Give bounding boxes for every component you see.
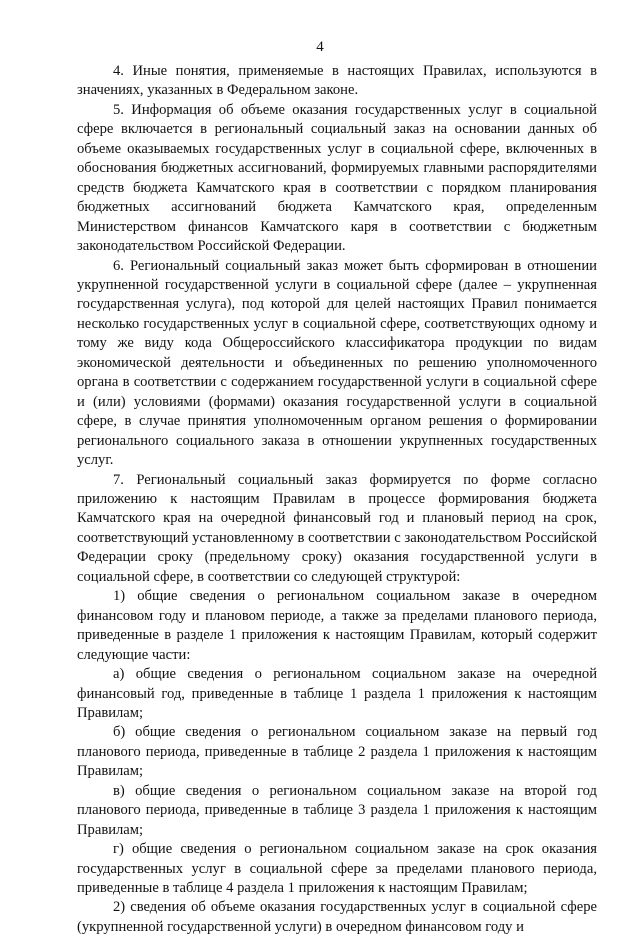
list-item-1g: г) общие сведения о региональном социальном заказе на срок оказания государственных услуг в социальной сфере за пределами планового периода, приведенные в таблице 4 раздела 1 приложения к настоящим Правилам; [77, 841, 597, 897]
document-body [77, 62, 597, 937]
list-item-1b: б) общие сведения о региональном социальном заказе на первый год планового периода, приведенные в таблице 2 раздела 1 приложения к настоящим Правилам; [77, 724, 597, 780]
list-item-1v: в) общие сведения о региональном социальном заказе на второй год планового периода, приведенные в таблице 3 раздела 1 приложения к настоящим Правилам; [77, 782, 597, 838]
list-item-2: 2) сведения об объеме оказания государственных услуг в социальной сфере (укрупненной государственной услуги) в очередном финансовом году и [77, 899, 597, 935]
list-item-1a: а) общие сведения о региональном социальном заказе на очередной финансовый год, приведенные в таблице 1 раздела 1 приложения к настоящим Правилам; [77, 666, 597, 721]
page-number: 4 [316, 39, 324, 55]
paragraph-6: 6. Региональный социальный заказ может быть сформирован в отношении укрупненной государственной услуги в социальной сфере (далее – укрупненная государственная услуга), под которой для целей настоящих Правил понимается несколько государственных услуг в социальной сфере, соответствующих одному и тому же виду кода Общероссийского классификатора продукции по видам экономической деятельности и объединенных по решению уполномоченного органа в соответствии с содержанием государственной услуги в социальной сфере и (или) условиями (формами) оказания государственной услуги в социальной сфере, в случае принятия уполномоченным органом решения о формировании регионального социального заказа в отношении укрупненных государственных услуг. [77, 257, 597, 469]
paragraph-4: 4. Иные понятия, применяемые в настоящих Правилах, используются в значениях, указанных в Федеральном законе. [77, 63, 597, 99]
paragraph-5: 5. Информация об объеме оказания государственных услуг в социальной сфере включается в региональный социальный заказ на основании данных об объеме оказываемых государственных услуг в социальной сфере, включенных в обоснования бюджетных ассигнований, формируемых главными распорядителями средств бюджета Камчатского края в соответствии с порядком планирования бюджетных ассигнований бюджета Камчатского края, определенным Министерством финансов Камчатского каря в соответствии с бюджетным законодательством Российской Федерации. [77, 101, 597, 255]
list-item-1: 1) общие сведения о региональном социальном заказе в очередном финансовом году и плановом периоде, а также за пределами планового периода, приведенные в разделе 1 приложения к настоящим Правилам, который содержит следующие части: [77, 588, 597, 663]
paragraph-7: 7. Региональный социальный заказ формируется по форме согласно приложению к настоящим Правилам в процессе формирования бюджета Камчатского края на очередной финансовый год и плановый период на срок, соответствующий установленному в соответствии с законодательством Российской Федерации сроку (предельному сроку) оказания государственной услуги в социальной сфере, в соответствии со следующей структурой: [77, 471, 597, 585]
